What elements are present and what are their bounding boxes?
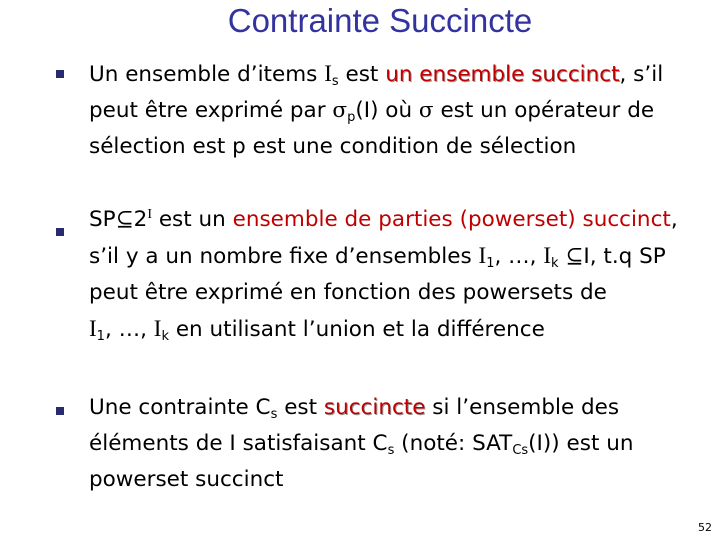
bullet-1-line-3: sélection est p est une condition de sélection bbox=[89, 134, 577, 159]
subscript: p bbox=[347, 110, 356, 125]
subscript: k bbox=[161, 329, 169, 344]
text-run: peut être exprimé par bbox=[89, 98, 333, 123]
bullet-marker-1 bbox=[56, 70, 64, 78]
text-run: I bbox=[153, 316, 162, 341]
highlight-term: succincte bbox=[323, 395, 426, 420]
subscript: s bbox=[331, 74, 339, 89]
bullet-text-2 bbox=[89, 202, 699, 348]
bullet-1-line-1 bbox=[89, 56, 699, 93]
sigma-symbol: σ bbox=[418, 98, 434, 123]
bullet-marker-2 bbox=[56, 228, 64, 236]
subset-symbol: ⊆ bbox=[115, 207, 134, 232]
subscript: 1 bbox=[486, 256, 495, 271]
bullet-3-line-3: powerset succinct bbox=[89, 467, 284, 492]
text-run: SP bbox=[89, 207, 116, 232]
subset-symbol: ⊆ bbox=[558, 244, 584, 269]
superscript: I bbox=[147, 207, 152, 222]
text-run: Un ensemble d’items bbox=[89, 62, 325, 87]
text-run: I, t.q SP bbox=[583, 244, 666, 269]
text-run: en utilisant l’union et la différence bbox=[169, 317, 545, 342]
subscript: 1 bbox=[96, 329, 105, 344]
bullet-3-line-1 bbox=[89, 390, 699, 426]
text-run: si l’ensemble des bbox=[425, 395, 620, 420]
highlight-term: un ensemble succinct bbox=[385, 62, 620, 87]
subscript: s bbox=[270, 407, 278, 422]
text-run: (noté: SAT bbox=[394, 431, 513, 456]
bullet-1-line-2 bbox=[89, 93, 699, 129]
sigma-symbol: σ bbox=[332, 98, 348, 123]
text-run: (I) où bbox=[355, 98, 419, 123]
text-run: éléments de I satisfaisant C bbox=[89, 431, 388, 456]
text-run: I bbox=[324, 61, 332, 86]
text-run: 2 bbox=[133, 207, 148, 232]
bullet-text-1 bbox=[89, 56, 699, 165]
text-run: est bbox=[277, 395, 324, 420]
bullet-2-line-3: peut être exprimé en fonction des powersets de bbox=[89, 280, 607, 305]
bullet-3-line-2 bbox=[89, 426, 699, 462]
text-run: s’il y a un nombre fixe d’ensembles bbox=[89, 244, 479, 269]
bullet-marker-3 bbox=[56, 407, 64, 415]
text-run: est bbox=[338, 62, 386, 87]
text-run: , bbox=[670, 207, 678, 232]
subscript: Cs bbox=[512, 443, 529, 458]
subscript: k bbox=[551, 256, 559, 271]
subscript: s bbox=[387, 443, 395, 458]
bullet-2-line-1 bbox=[89, 202, 699, 238]
text-run: Une contrainte C bbox=[89, 395, 271, 420]
bullet-2-line-2 bbox=[89, 238, 699, 275]
slide-title: Contrainte Succincte bbox=[227, 2, 533, 39]
text-run: I bbox=[543, 243, 551, 268]
text-run: , s’il bbox=[619, 62, 664, 87]
text-run: , …, bbox=[104, 317, 154, 342]
bullet-2-line-4 bbox=[89, 311, 699, 348]
bullet-text-3 bbox=[89, 390, 699, 498]
text-run: est un opérateur de bbox=[433, 98, 655, 123]
text-run: I bbox=[89, 316, 97, 341]
text-run: , …, bbox=[494, 244, 544, 269]
page-number: 52 bbox=[698, 521, 712, 534]
text-run: (I)) est un bbox=[528, 431, 634, 456]
highlight-term: ensemble de parties (powerset) succinct bbox=[232, 207, 671, 232]
text-run: I bbox=[478, 243, 487, 268]
text-run: est un bbox=[152, 207, 233, 232]
